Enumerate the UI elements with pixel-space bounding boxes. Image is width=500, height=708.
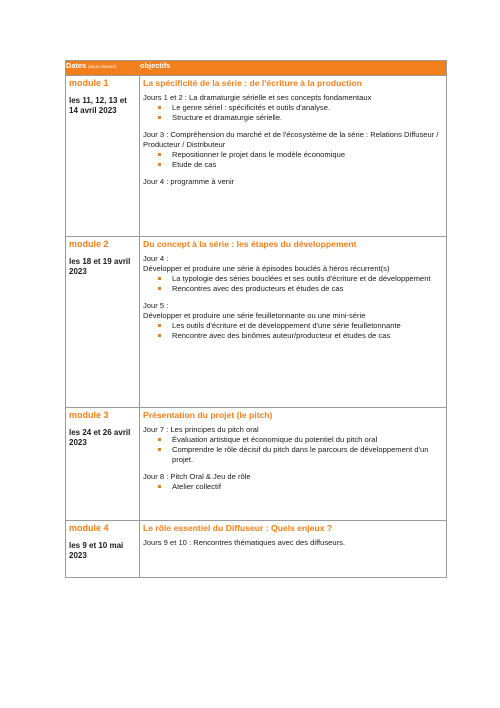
day-title: Jour 4 : Développer et produire une série à épisodes bouclés à héros récurrent(s) <box>143 254 390 274</box>
square-bullet-icon <box>158 334 161 337</box>
square-bullet-icon <box>158 485 161 488</box>
program-rows <box>66 76 447 578</box>
module-name: module 3 <box>69 410 109 420</box>
day-title: Jours 1 et 2 : La dramaturgie sérielle et ses concepts fondamentaux <box>143 93 372 103</box>
bullet-item <box>158 284 443 294</box>
bullet-text: Etude de cas <box>172 160 217 170</box>
square-bullet-icon <box>158 153 161 156</box>
table-header-row <box>66 61 447 76</box>
module-row <box>66 76 447 237</box>
square-bullet-icon <box>158 163 161 166</box>
bullet-list <box>143 435 443 465</box>
bullet-list <box>143 103 443 123</box>
module-objectives-cell <box>140 76 447 237</box>
module-dates-cell <box>66 237 140 408</box>
module-title: La spécificité de la série : de l'écriture à la production <box>143 78 362 88</box>
module-dates: les 9 et 10 mai 2023 <box>69 540 124 561</box>
bullet-text: Structure et dramaturgie sérielle. <box>172 113 283 123</box>
day-block <box>143 301 443 341</box>
module-title: Le rôle essentiel du Diffuseur : Quels enjeux ? <box>143 523 333 533</box>
header-dates-label: Dates <box>66 61 87 70</box>
module-objectives-cell <box>140 521 447 578</box>
module-objectives-cell <box>140 408 447 521</box>
module-title: Du concept à la série : les étapes du développement <box>143 239 357 249</box>
square-bullet-icon <box>158 106 161 109</box>
day-block <box>143 254 443 294</box>
day-title: Jour 3 : Compréhension du marché et de l'écosystème de la série : Relations Diffuseur / Producteur / Distributeur <box>143 130 439 150</box>
day-block <box>143 472 443 492</box>
day-title: Jour 4 : programme à venir <box>143 177 235 187</box>
square-bullet-icon <box>158 277 161 280</box>
module-objectives-cell <box>140 237 447 408</box>
module-name: module 2 <box>69 239 109 249</box>
day-block <box>143 177 443 187</box>
square-bullet-icon <box>158 287 161 290</box>
bullet-item <box>158 150 443 160</box>
bullet-list <box>143 274 443 294</box>
bullet-text: Les outils d'écriture et de développement d'une série feuilletonnante <box>172 321 401 331</box>
module-dates: les 24 et 26 avril 2023 <box>69 427 131 448</box>
header-objectives: objectifs <box>140 61 447 76</box>
module-title: Présentation du projet (le pitch) <box>143 410 273 420</box>
bullet-text: Repositionner le projet dans le modèle économique <box>172 150 346 160</box>
day-block <box>143 425 443 465</box>
module-dates-cell <box>66 521 140 578</box>
module-row <box>66 237 447 408</box>
day-block <box>143 130 443 170</box>
bullet-text: Comprendre le rôle décisif du pitch dans le parcours de développement d'un projet. <box>172 445 429 465</box>
header-dates-note: (sous réserve) <box>88 64 117 69</box>
bullet-item <box>158 445 443 465</box>
module-dates-cell <box>66 408 140 521</box>
bullet-item <box>158 113 443 123</box>
day-title: Jours 9 et 10 : Rencontres thématiques avec des diffuseurs. <box>143 538 346 548</box>
day-block <box>143 538 443 548</box>
bullet-item <box>158 482 443 492</box>
module-row <box>66 521 447 578</box>
program-table <box>65 60 447 578</box>
bullet-item <box>158 321 443 331</box>
bullet-list <box>143 321 443 341</box>
module-name: module 4 <box>69 523 109 533</box>
bullet-item <box>158 274 443 284</box>
bullet-text: Atelier collectif <box>172 482 221 492</box>
module-dates-cell <box>66 76 140 237</box>
bullet-text: Le genre sériel : spécificités et outils d'analyse. <box>172 103 331 113</box>
bullet-item <box>158 103 443 113</box>
day-title: Jour 7 : Les principes du pitch oral <box>143 425 259 435</box>
bullet-text: La typologie des séries bouclées et ses outils d'écriture et de développement <box>172 274 431 284</box>
square-bullet-icon <box>158 448 161 451</box>
module-dates: les 11, 12, 13 et 14 avril 2023 <box>69 95 127 116</box>
bullet-item <box>158 331 443 341</box>
bullet-text: Évaluation artistique et économique du potentiel du pitch oral <box>172 435 378 445</box>
module-name: module 1 <box>69 78 109 88</box>
day-title: Jour 8 : Pitch Oral & Jeu de rôle <box>143 472 251 482</box>
bullet-list <box>143 482 443 492</box>
day-block <box>143 93 443 123</box>
square-bullet-icon <box>158 116 161 119</box>
day-title: Jour 5 : Développer et produire une série feuilletonnante ou une mini-série <box>143 301 366 321</box>
bullet-list <box>143 150 443 170</box>
square-bullet-icon <box>158 438 161 441</box>
bullet-text: Rencontre avec des binômes auteur/producteur et études de cas <box>172 331 391 341</box>
bullet-item <box>158 160 443 170</box>
module-dates: les 18 et 19 avril 2023 <box>69 256 131 277</box>
module-row <box>66 408 447 521</box>
bullet-item <box>158 435 443 445</box>
header-dates <box>66 61 140 76</box>
square-bullet-icon <box>158 324 161 327</box>
bullet-text: Rencontres avec des producteurs et études de cas <box>172 284 344 294</box>
